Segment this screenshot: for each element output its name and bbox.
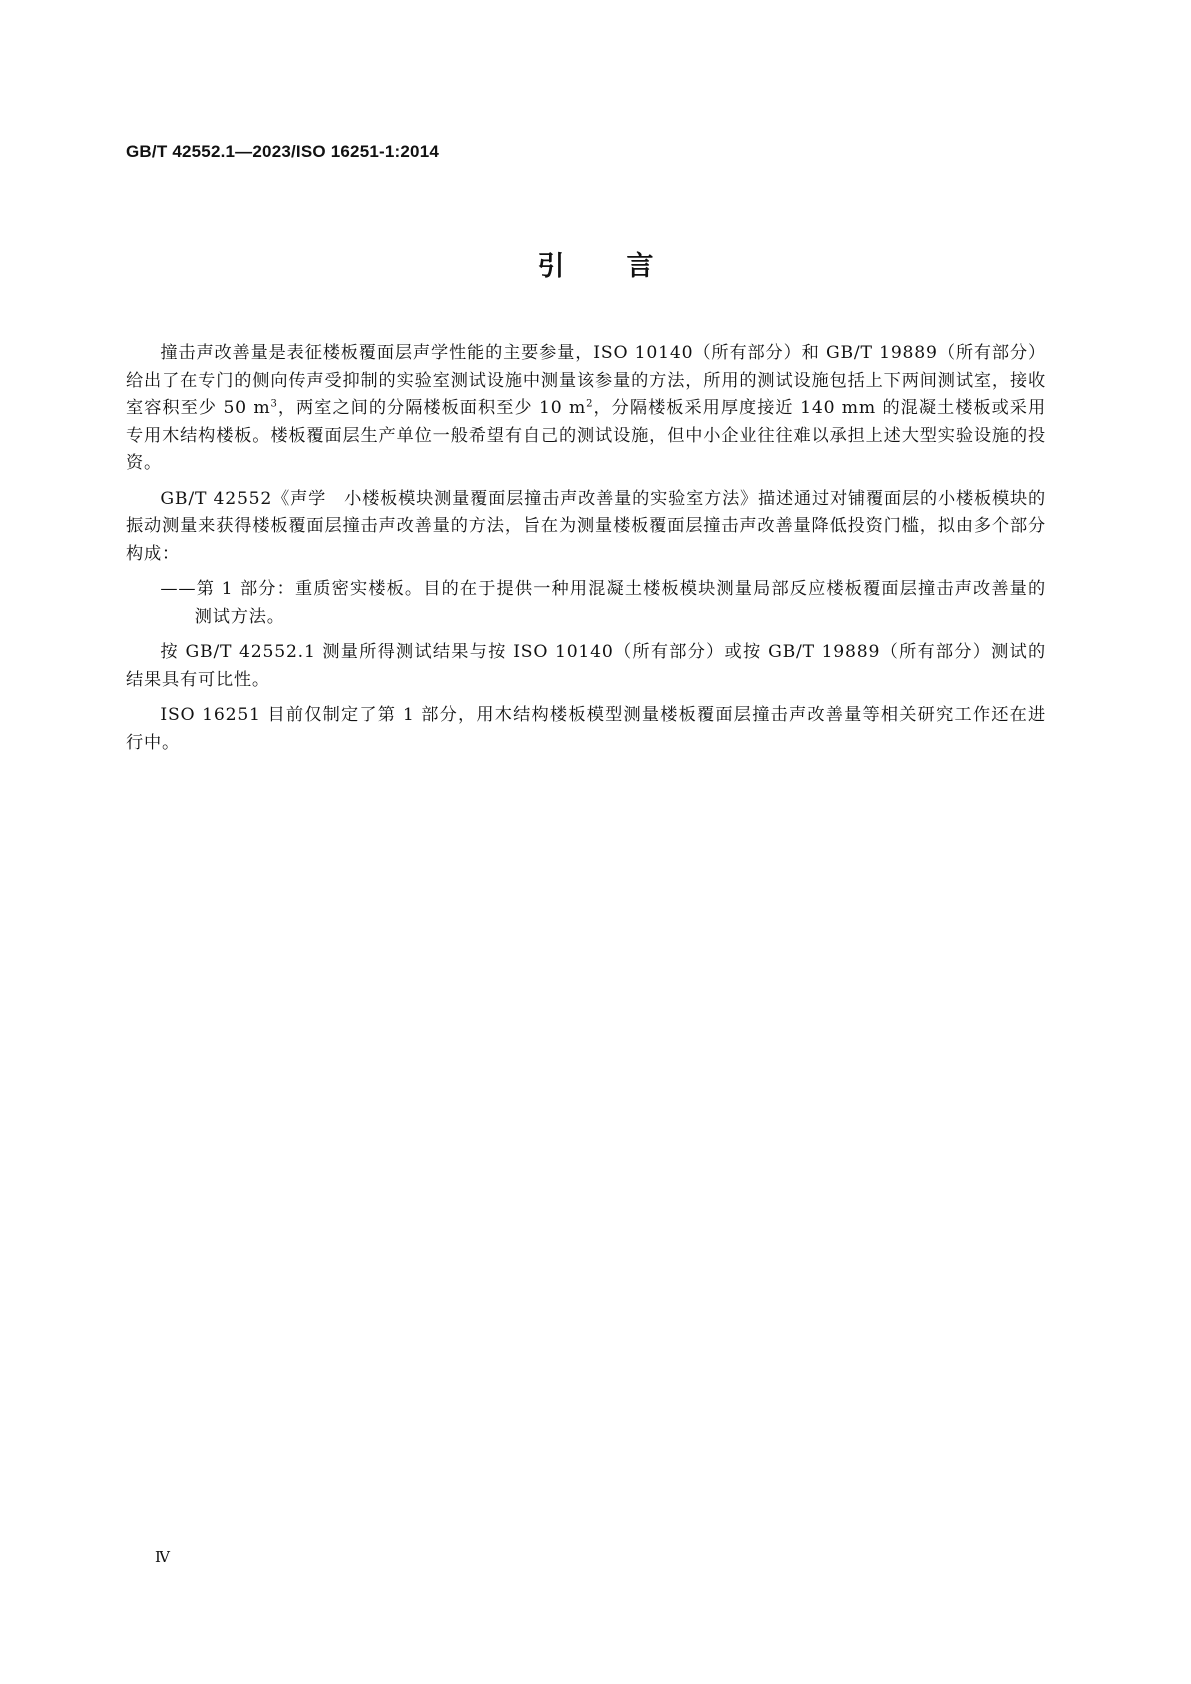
page-title: 引言 <box>537 251 716 282</box>
paragraph-2: GB/T 42552《声学 小楼板模块测量覆面层撞击声改善量的实验室方法》描述通过对铺覆面层的小楼板模块的振动测量来获得楼板覆面层撞击声改善量的方法，旨在为测量楼板覆面层撞击声改善量降低投资门槛，拟由多个部分构成： <box>126 488 1046 564</box>
document-body <box>126 340 1046 765</box>
paragraph-1-part-b: ，两室之间的分隔楼板面积至少 10 m <box>277 398 587 418</box>
superscript-square: 2 <box>586 398 594 410</box>
standard-code-header: GB/T 42552.1—2023/ISO 16251-1:2014 <box>126 142 439 161</box>
list-item-part-1: ——第 1 部分：重质密实楼板。目的在于提供一种用混凝土楼板模块测量局部反应楼板覆面层撞击声改善量的测试方法。 <box>160 579 1046 627</box>
paragraph-1-part-a: 撞击声改善量是表征楼板覆面层声学性能的主要参量，ISO 10140（所有部分）和 GB/T 19889（所有部分）给出了在专门的侧向传声受抑制的实验室测试设施中测量该参量的方法，所用的测试设施包括上下两间测试室，接收室容积至少 50 m <box>126 343 1046 418</box>
paragraph-3: 按 GB/T 42552.1 测量所得测试结果与按 ISO 10140（所有部分）或按 GB/T 19889（所有部分）测试的结果具有可比性。 <box>126 642 1046 690</box>
paragraph-1 <box>126 340 1046 478</box>
page-number: Ⅳ <box>155 1548 170 1566</box>
paragraph-4: ISO 16251 目前仅制定了第 1 部分，用木结构楼板模型测量楼板覆面层撞击声改善量等相关研究工作还在进行中。 <box>126 705 1046 753</box>
superscript-cubic: 3 <box>270 398 278 410</box>
paragraph-1-part-c: ，分隔楼板采用厚度接近 140 mm 的混凝土楼板或采用专用木结构楼板。楼板覆面层生产单位一般希望有自己的测试设施，但中小企业往往难以承担上述大型实验设施的投资。 <box>126 398 1046 473</box>
